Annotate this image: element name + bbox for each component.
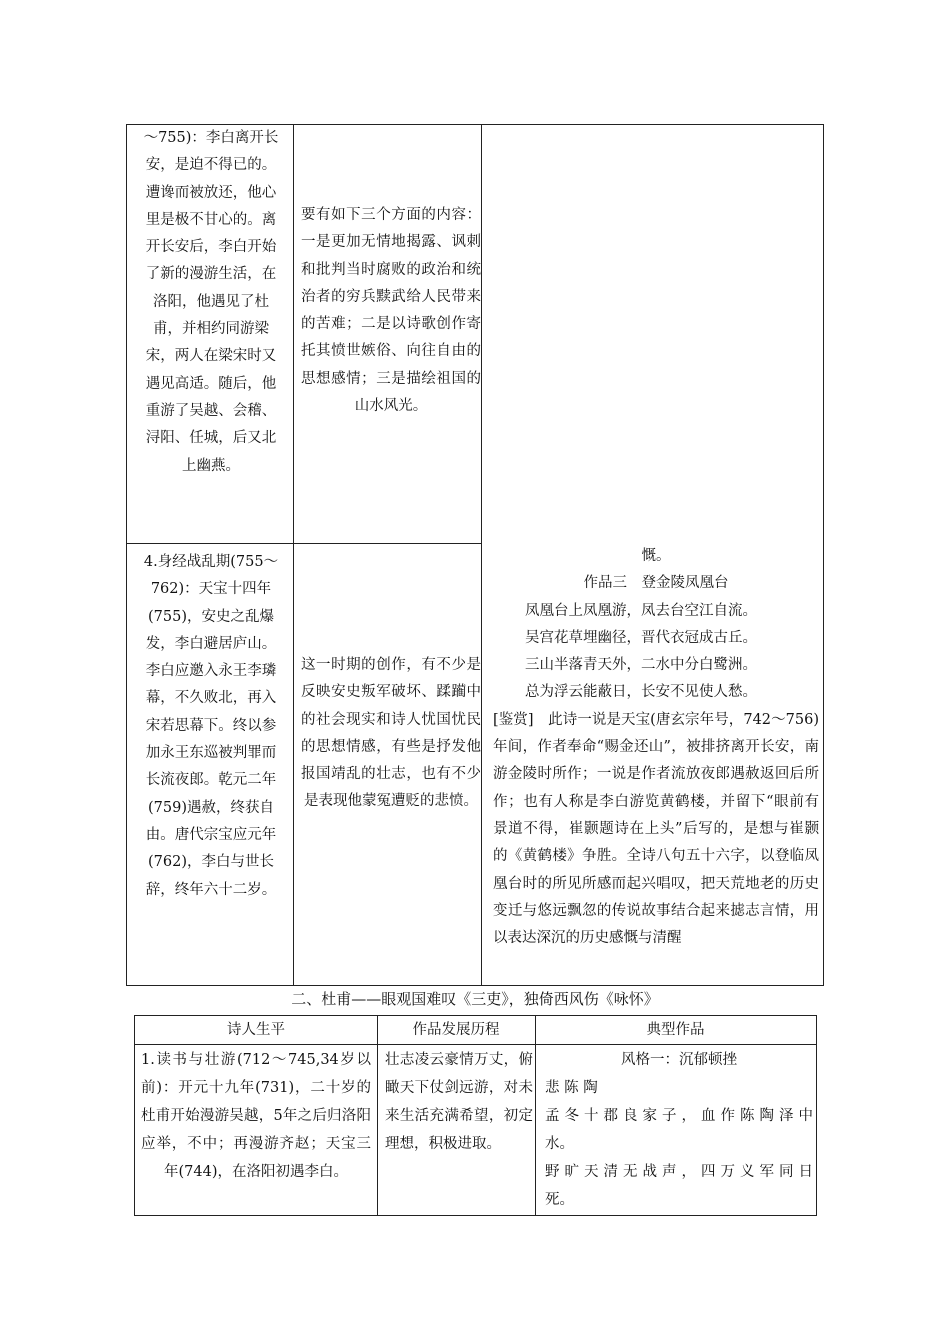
bio-cell: 1.读书与壮游(712～745,34岁以前)：开元十九年(731)，二十岁的杜甫开始漫游吴越，5年之后归洛阳应举，不中；再漫游齐赵；天宝三年(744)，在洛阳初遇李白。 <box>141 1052 371 1180</box>
header-bio: 诗人生平 <box>227 1022 285 1038</box>
works-cell-period4: 这一时期的创作，有不少是反映安史叛军破坏、蹂躏中的社会现实和诗人忧国忧民的思想情感，有些是抒发他报国靖乱的壮志，也有不少是表现他蒙冤遭贬的悲愤。 <box>301 657 481 810</box>
poem-line: 水。 <box>545 1136 574 1152</box>
header-stage: 作品发展历程 <box>412 1022 500 1038</box>
du-fu-table <box>134 1015 817 1216</box>
poem-line: 凤凰台上凤凰游，凤去台空江自流。 <box>525 602 757 619</box>
column-divider <box>535 1016 536 1215</box>
poem-line: 总为浮云能蔽日，长安不见使人愁。 <box>525 684 757 701</box>
column-divider <box>377 1016 378 1215</box>
works-cell-period3: 要有如下三个方面的内容：一是更加无情地揭露、讽刺和批判当时腐败的政治和统治者的穷兵黩武给人民带来的苦难；二是以诗歌创作寄托其愤世嫉俗、向往自由的思想感情；三是描绘祖国的山水风光。 <box>301 207 481 415</box>
typical-works-cell <box>493 543 819 985</box>
poem-title: 悲 陈 陶 <box>545 1080 598 1096</box>
header-divider <box>135 1044 816 1045</box>
bio-cell-period3: ～755)：李白离开长安，是迫不得已的。遭谗而被放还，他心里是极不甘心的。离开长安后，李白开始了新的漫游生活，在洛阳，他遇见了杜甫，并相约同游梁宋，两人在梁宋时又遇见高适。随后，他重游了吴越、会稽、浔阳、任城，后又北上幽燕。 <box>143 130 279 474</box>
appreciation-text: [鉴赏] 此诗一说是天宝(唐玄宗年号，742～756)年间，作者奉命“赐金还山”，被排挤离开长安，南游金陵时所作；一说是作者流放夜郎遇赦返回后所作；也有人称是李白游览黄鹤楼，并留下“眼前有景道不得，崔颢题诗在上头”后写的，是想与崔颢的《黄鹤楼》争胜。全诗八句五十六字，以登临凤凰台时的所见所感而起兴唱叹，把天荒地老的历史变迁与悠远飘忽的传说故事结合起来摅志言情，用以表达深沉的历史感慨与清醒 <box>493 711 819 947</box>
work-title: 作品三 登金陵凤凰台 <box>583 575 729 592</box>
header-works: 典型作品 <box>646 1022 705 1038</box>
poem-line: 野旷天清无战声，四万义军同日 <box>545 1164 813 1180</box>
bio-cell-period4: 4.身经战乱期(755～762)：天宝十四年(755)，安史之乱爆发，李白避居庐山。李白应邀入永王李璘幕，不久败北，再入宋若思幕下。终以参加永王东巡被判罪而长流夜郎。乾元二年(759)遇赦，终获自由。唐代宗宝应元年(762)，李白与世长辞，终年六十二岁。 <box>143 554 279 898</box>
section-heading: 二、杜甫——眼观国难叹《三吏》，独倚西风伤《咏怀》 <box>291 990 659 1008</box>
row-divider <box>127 543 481 544</box>
poem-line: 吴宫花草埋幽径，晋代衣冠成古丘。 <box>525 629 757 646</box>
poem-line: 孟冬十郡良家子，血作陈陶泽中 <box>545 1108 813 1124</box>
column-divider <box>481 125 482 985</box>
previous-text-tail: 慨。 <box>641 548 671 564</box>
poem-line: 三山半落青天外，二水中分白鹭洲。 <box>525 657 757 674</box>
stage-cell: 壮志凌云豪情万丈，俯瞰天下仗剑远游，对未来生活充满希望，初定理想，积极进取。 <box>385 1052 533 1152</box>
style-label: 风格一：沉郁顿挫 <box>621 1052 737 1068</box>
poem-line: 死。 <box>545 1192 574 1208</box>
column-divider <box>293 125 294 985</box>
works-cell <box>545 1046 813 1214</box>
li-bai-table <box>126 124 824 986</box>
